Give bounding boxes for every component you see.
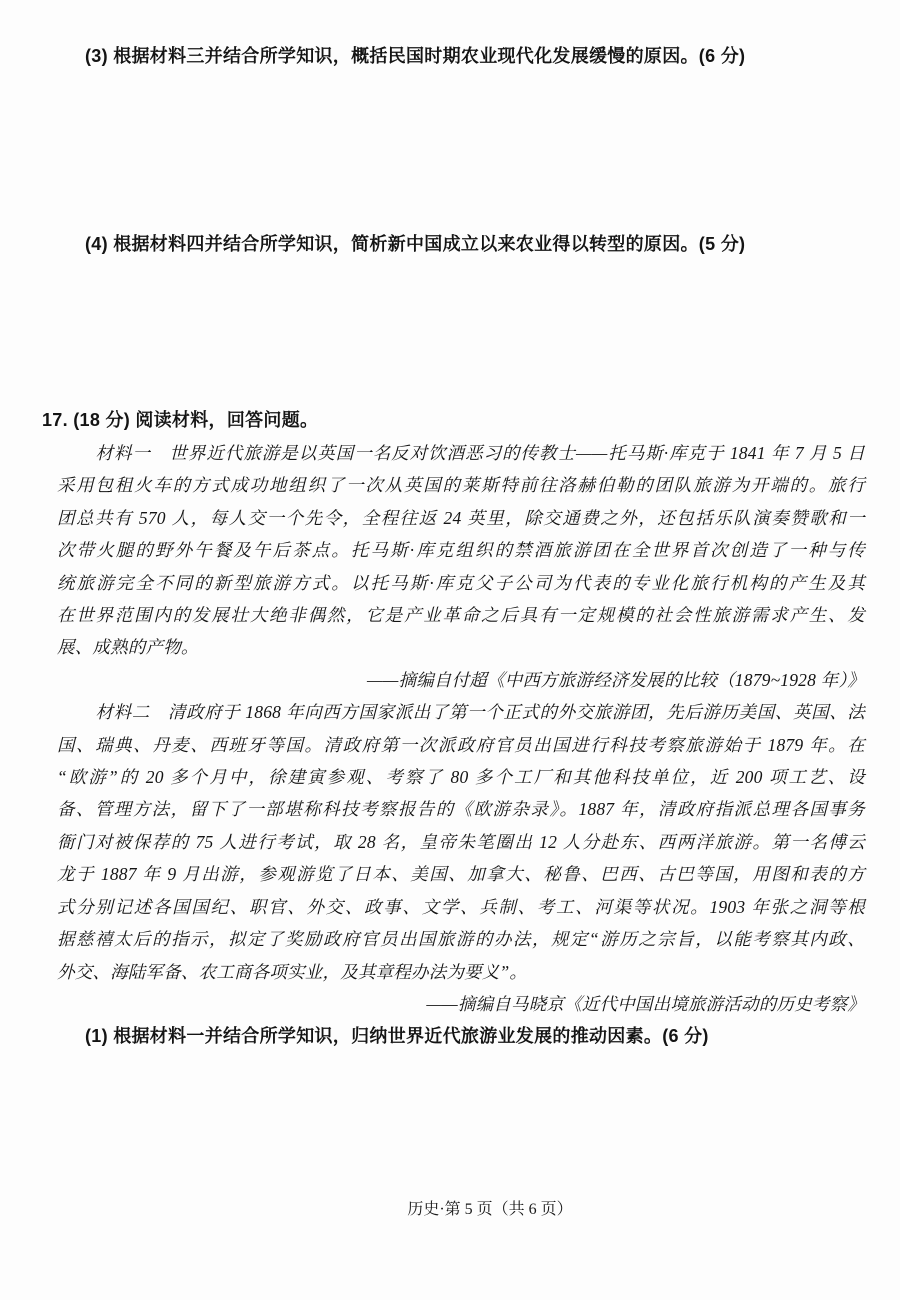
question-4: (4) 根据材料四并结合所学知识，简析新中国成立以来农业得以转型的原因。(5 分) (85, 234, 746, 254)
question-17-sub-1: (1) 根据材料一并结合所学知识，归纳世界近代旅游业发展的推动因素。(6 分) (85, 1026, 709, 1047)
material-2-line: 备、管理方法，留下了一部堪称科技考察报告的《欧游杂录》。1887 年，清政府指派总理各国事务 (57, 799, 865, 820)
material-1 (57, 437, 865, 696)
question-17-section (42, 404, 865, 1053)
material-1-line: 在世界范围内的发展壮大绝非偶然，它是产业革命之后具有一定规模的社会性旅游需求产生、发 (57, 605, 865, 626)
material-2 (57, 696, 865, 1020)
material-2-line: 国、瑞典、丹麦、西班牙等国。清政府第一次派政府官员出国进行科技考察旅游始于 1879 年。在 (57, 734, 865, 755)
material-2-line: 材料二 清政府于 1868 年向西方国家派出了第一个正式的外交旅游团，先后游历美国、英国、法 (95, 702, 865, 723)
material-1-line: 展、成熟的产物。 (57, 637, 199, 658)
material-2-line: “欧游”的 20 多个月中，徐建寅参观、考察了 80 多个工厂和其他科技单位，近 200 项工艺、设 (57, 767, 865, 788)
material-2-line: 外交、海陆军备、农工商各项实业，及其章程办法为要义”。 (57, 961, 528, 982)
material-2-attribution: ——摘编自马晓京《近代中国出境旅游活动的历史考察》 (426, 993, 865, 1014)
material-1-line: 次带火腿的野外午餐及午后茶点。托马斯·库克组织的禁酒旅游团在全世界首次创造了一种与传 (57, 540, 865, 561)
page-number-label: 历史·第 5 页（共 6 页） (407, 1201, 573, 1218)
material-1-attribution: ——摘编自付超《中西方旅游经济发展的比较（1879~1928 年）》 (366, 669, 865, 690)
material-1-line: 团总共有 570 人，每人交一个先令，全程往返 24 英里，除交通费之外，还包括乐队演奏赞歌和一 (57, 507, 865, 528)
material-2-line: 据慈禧太后的指示，拟定了奖励政府官员出国旅游的办法，规定“游历之宗旨，以能考察其内政、 (57, 929, 865, 950)
material-1-line: 材料一 世界近代旅游是以英国一名反对饮酒恶习的传教士——托马斯·库克于 1841 年 7 月 5 日 (95, 443, 865, 463)
material-2-line: 式分别记述各国国纪、职官、外交、政事、文学、兵制、考工、河渠等状况。1903 年张之洞等根 (57, 896, 865, 917)
material-1-line: 采用包租火车的方式成功地组织了一次从英国的莱斯特前往洛赫伯勒的团队旅游为开端的。旅行 (57, 475, 865, 496)
material-2-line: 龙于 1887 年 9 月出游，参观游览了日本、美国、加拿大、秘鲁、巴西、古巴等国，用图和表的方 (57, 864, 865, 885)
material-1-line: 统旅游完全不同的新型旅游方式。以托马斯·库克父子公司为代表的专业化旅行机构的产生及其 (57, 572, 865, 593)
question-17-header: 17. (18 分) 阅读材料，回答问题。 (42, 410, 319, 430)
page-footer (0, 1196, 900, 1219)
question-3: (3) 根据材料三并结合所学知识，概括民国时期农业现代化发展缓慢的原因。(6 分) (85, 46, 746, 66)
material-2-line: 衙门对被保荐的 75 人进行考试，取 28 名，皇帝朱笔圈出 12 人分赴东、西两洋旅游。第一名傅云 (57, 831, 865, 852)
